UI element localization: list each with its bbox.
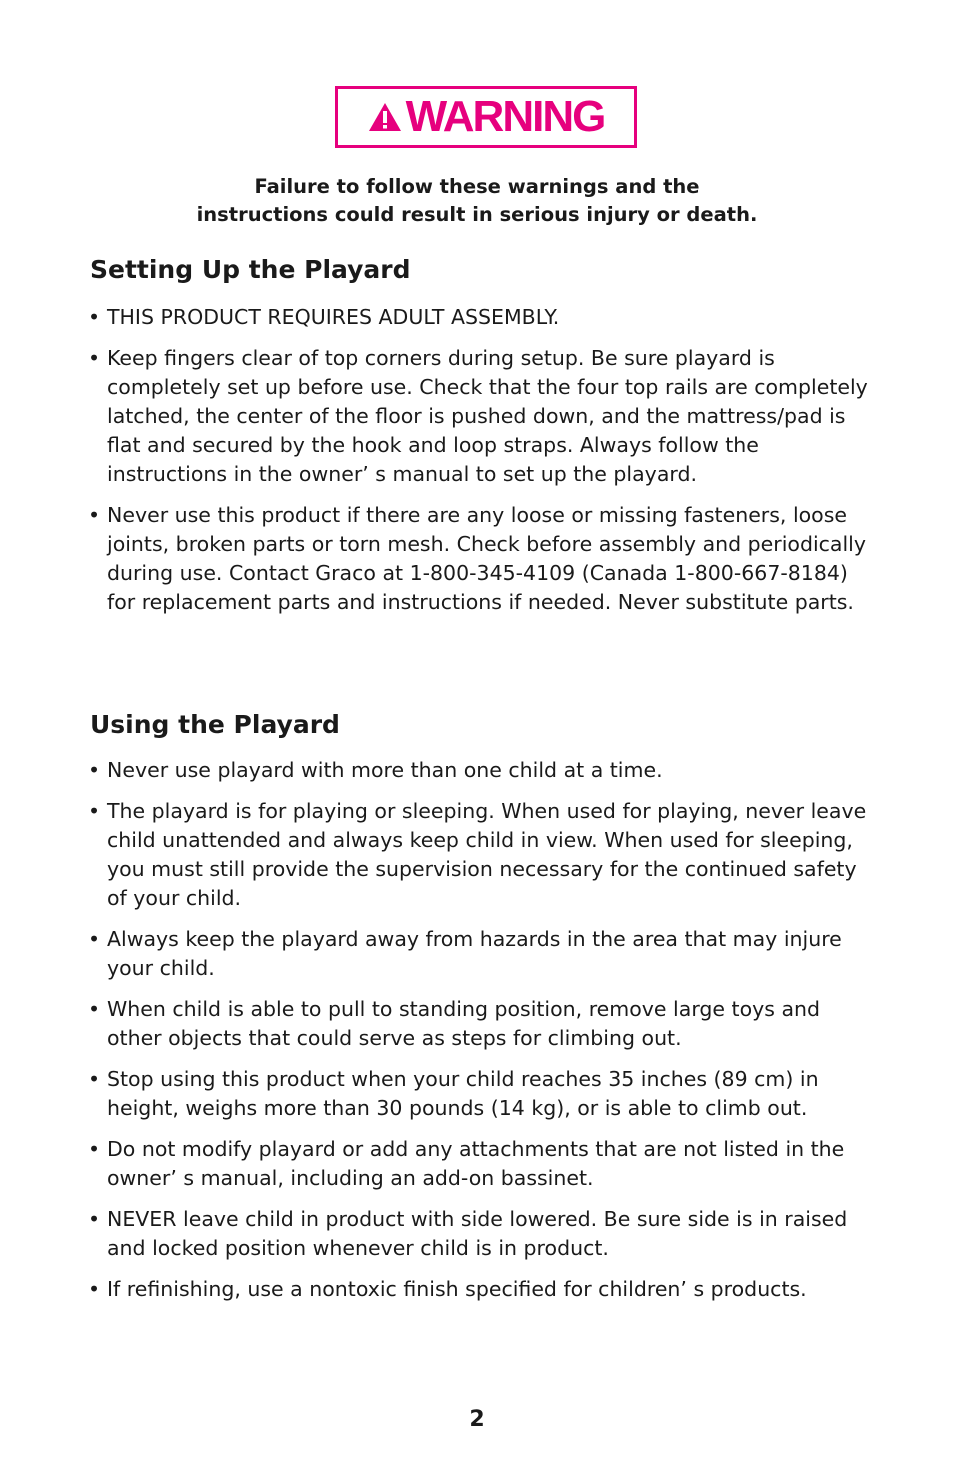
exclamation-triangle-icon: [368, 102, 402, 132]
using-warning-list: [88, 756, 868, 1304]
list-item: • When child is able to pull to standing position, remove large toys and other objects that could serve as steps for climbing out.: [88, 995, 868, 1053]
warning-label: WARNING: [405, 92, 605, 141]
list-item: • Keep fingers clear of top corners during setup. Be sure playard is completely set up before use. Check that the four top rails are completely latched, the center of the floor is pushed down, and the mattress/pad is flat and secured by the hook and loop straps. Always follow the instructions in the owner’ s manual to set up the playard.: [88, 344, 868, 489]
list-item: • If refinishing, use a nontoxic finish specified for children’ s products.: [88, 1275, 868, 1304]
list-item: • Stop using this product when your child reaches 35 inches (89 cm) in height, weighs more than 30 pounds (14 kg), or is able to climb out.: [88, 1065, 868, 1123]
setup-warning-list: [88, 303, 868, 617]
warning-intro-line-1: Failure to follow these warnings and the: [254, 175, 700, 198]
list-item: • Never use this product if there are any loose or missing fasteners, loose joints, broken parts or torn mesh. Check before assembly and periodically during use. Contact Graco at 1-800-345-4109 (Canada 1-800-667-8184) for replacement parts and instructions if needed. Never substitute parts.: [88, 501, 868, 617]
using-heading: Using the Playard: [90, 710, 340, 739]
list-item: • THIS PRODUCT REQUIRES ADULT ASSEMBLY.: [88, 303, 868, 332]
warning-banner: [335, 86, 637, 148]
list-item: • The playard is for playing or sleeping. When used for playing, never leave child unattended and always keep child in view. When used for sleeping, you must still provide the supervision necessary for the continued safety of your child.: [88, 797, 868, 913]
setup-heading: Setting Up the Playard: [90, 255, 411, 284]
list-item: • Do not modify playard or add any attachments that are not listed in the owner’ s manual, including an add-on bassinet.: [88, 1135, 868, 1193]
list-item: • Always keep the playard away from hazards in the area that may injure your child.: [88, 925, 868, 983]
warning-intro-line-2: instructions could result in serious injury or death.: [196, 203, 758, 226]
warning-intro: [90, 173, 864, 229]
list-item: • NEVER leave child in product with side lowered. Be sure side is in raised and locked position whenever child is in product.: [88, 1205, 868, 1263]
page-number: 2: [469, 1407, 485, 1432]
list-item: • Never use playard with more than one child at a time.: [88, 756, 868, 785]
